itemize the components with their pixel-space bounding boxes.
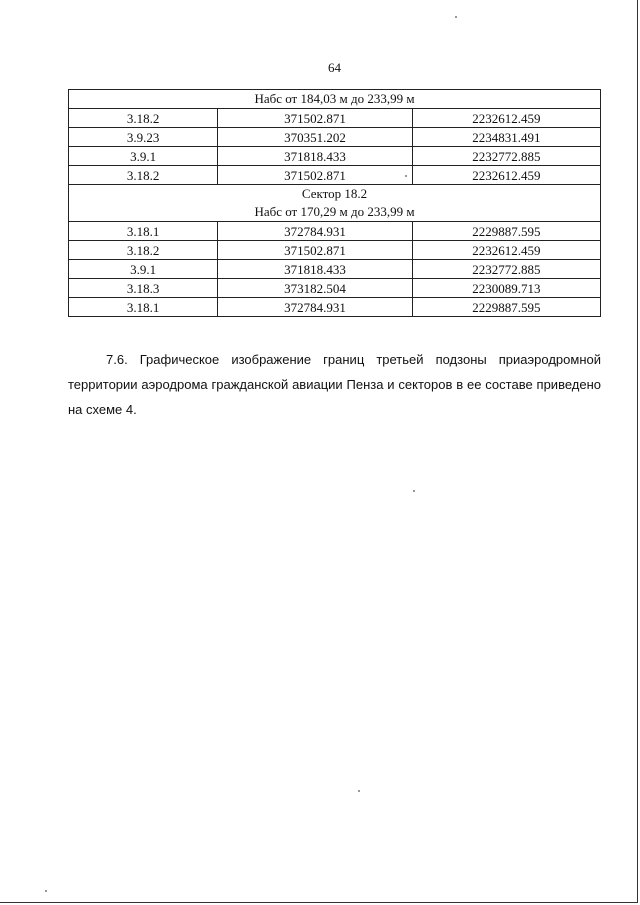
y-coordinate-cell: 2234831.491	[412, 128, 600, 147]
x-coordinate-cell: 373182.504	[218, 279, 412, 298]
table-section-header-row	[69, 185, 601, 222]
table-row	[69, 166, 601, 185]
scan-speck	[358, 790, 360, 792]
point-id-cell: 3.18.1	[69, 298, 218, 317]
point-id-cell: 3.18.3	[69, 279, 218, 298]
point-id-cell: 3.18.2	[69, 241, 218, 260]
table-section-header-row	[69, 90, 601, 109]
y-coordinate-cell: 2229887.595	[412, 298, 600, 317]
x-coordinate-cell: 371818.433	[218, 147, 412, 166]
x-coordinate-cell: 371502.871	[218, 166, 412, 185]
table-section-header	[69, 90, 601, 109]
point-id-cell: 3.18.2	[69, 166, 218, 185]
scan-speck	[405, 175, 407, 177]
table-row	[69, 222, 601, 241]
table-row	[69, 128, 601, 147]
table-row	[69, 279, 601, 298]
table-row	[69, 241, 601, 260]
section-header-line: Набс от 170,29 м до 233,99 м	[254, 204, 415, 219]
page-number: 64	[328, 60, 341, 75]
table-row	[69, 298, 601, 317]
y-coordinate-cell: 2232772.885	[412, 147, 600, 166]
scan-speck	[45, 890, 47, 892]
scan-speck	[413, 490, 415, 492]
x-coordinate-cell: 371502.871	[218, 241, 412, 260]
point-id-cell: 3.18.2	[69, 109, 218, 128]
table-row	[69, 147, 601, 166]
section-header-line: Сектор 18.2	[301, 186, 368, 201]
x-coordinate-cell: 371502.871	[218, 109, 412, 128]
point-id-cell: 3.9.23	[69, 128, 218, 147]
table-row	[69, 260, 601, 279]
y-coordinate-cell: 2230089.713	[412, 279, 600, 298]
x-coordinate-cell: 372784.931	[218, 222, 412, 241]
y-coordinate-cell: 2232612.459	[412, 241, 600, 260]
x-coordinate-cell: 372784.931	[218, 298, 412, 317]
point-id-cell: 3.9.1	[69, 147, 218, 166]
x-coordinate-cell: 370351.202	[218, 128, 412, 147]
y-coordinate-cell: 2229887.595	[412, 222, 600, 241]
y-coordinate-cell: 2232772.885	[412, 260, 600, 279]
point-id-cell: 3.18.1	[69, 222, 218, 241]
y-coordinate-cell: 2232612.459	[412, 109, 600, 128]
x-coordinate-cell: 371818.433	[218, 260, 412, 279]
scan-speck	[455, 16, 457, 18]
table-row	[69, 109, 601, 128]
y-coordinate-cell: 2232612.459	[412, 166, 600, 185]
section-header-line: Набс от 184,03 м до 233,99 м	[254, 91, 415, 106]
body-paragraph: 7.6. Графическое изображение границ третьей подзоны приаэродромной территории аэродрома гражданской авиации Пенза и секторов в ее составе приведено на схеме 4.	[68, 352, 601, 417]
table-section-header	[69, 185, 601, 222]
point-id-cell: 3.9.1	[69, 260, 218, 279]
coordinates-table	[68, 89, 601, 317]
